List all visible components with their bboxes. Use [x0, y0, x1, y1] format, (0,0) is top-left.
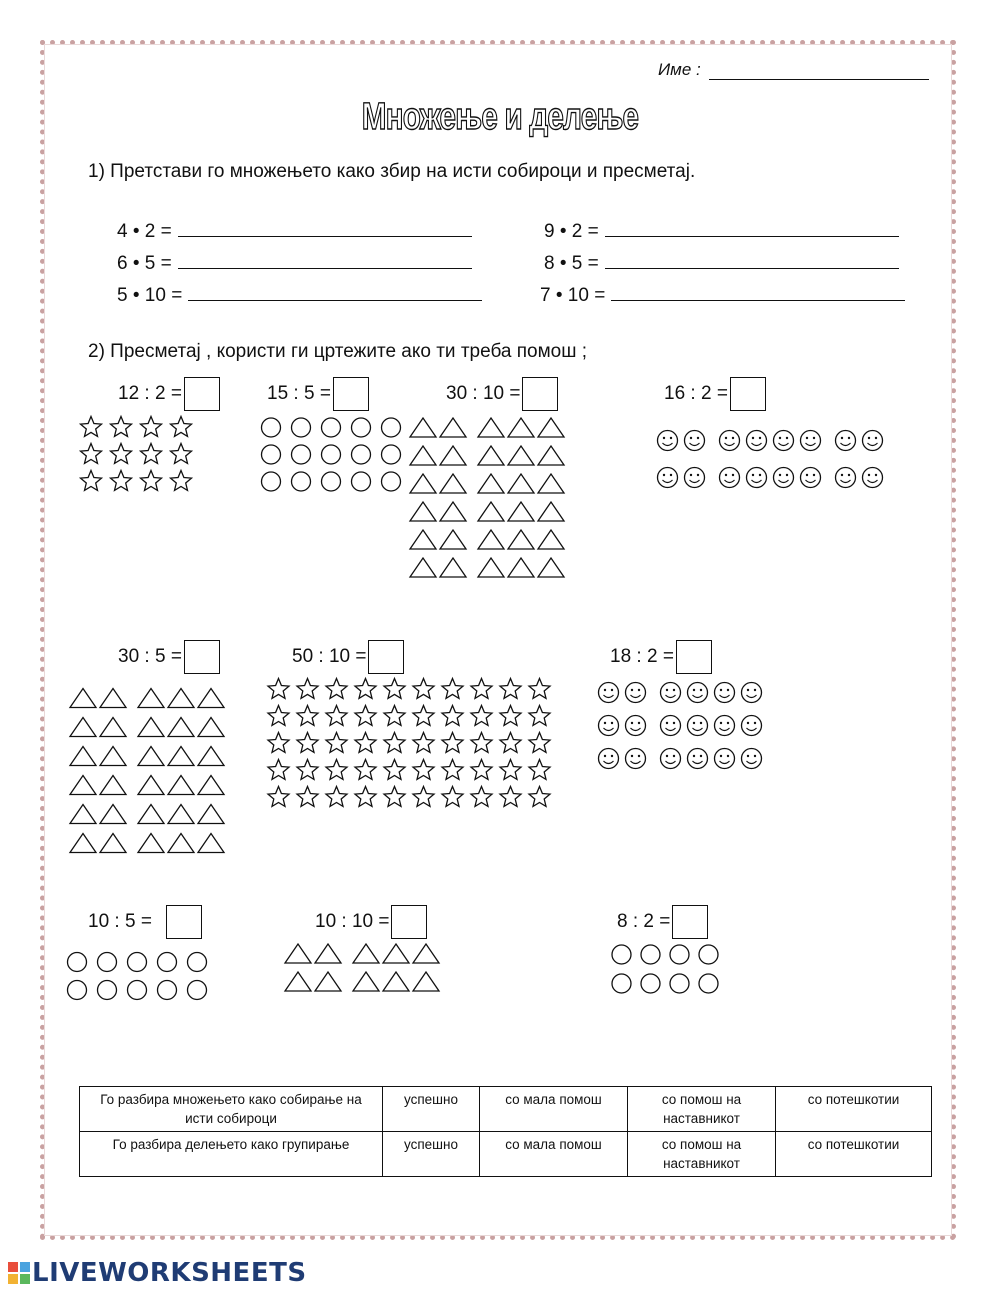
triangle-icon	[440, 446, 466, 465]
circle-icon	[158, 981, 177, 1000]
triangle-icon	[315, 944, 341, 963]
circle-icon	[262, 418, 281, 437]
equation-row	[117, 219, 472, 243]
circle-icon	[382, 445, 401, 464]
star-icon	[355, 787, 376, 807]
answer-line[interactable]	[178, 219, 472, 237]
triangle-icon	[138, 805, 164, 824]
smiley-icon	[658, 468, 678, 488]
star-icon	[384, 733, 405, 753]
triangle-icon	[478, 530, 504, 549]
circle-icon	[641, 945, 660, 964]
smiley-icon	[836, 431, 856, 451]
self-assessment-table	[79, 1086, 932, 1177]
answer-box[interactable]	[676, 640, 712, 674]
triangle-icon	[138, 834, 164, 853]
triangle-icon	[478, 446, 504, 465]
division-problem	[315, 905, 427, 939]
triangle-icon	[538, 418, 564, 437]
triangle-icon	[70, 805, 96, 824]
triangle-icon	[508, 530, 534, 549]
circle-icon	[352, 445, 371, 464]
star-icon	[355, 760, 376, 780]
star-icon	[529, 787, 550, 807]
drawing-canvas	[264, 676, 558, 815]
table-cell: Го разбира множењето како собирање на исти собироци	[80, 1087, 383, 1132]
equation-row	[544, 219, 899, 243]
star-icon	[326, 679, 347, 699]
smiley-icon	[715, 716, 735, 736]
triangle-icon	[285, 944, 311, 963]
star-icon	[442, 733, 463, 753]
triangle-icon	[410, 446, 436, 465]
triangle-icon	[138, 718, 164, 737]
star-icon	[268, 787, 289, 807]
star-icon	[471, 760, 492, 780]
table-row	[80, 1087, 932, 1132]
equation-row	[540, 283, 905, 307]
star-icon	[171, 444, 192, 464]
problem-label: 30 : 10 =	[446, 383, 521, 405]
smiley-icon	[774, 431, 794, 451]
problem-label: 12 : 2 =	[118, 383, 182, 405]
smiley-icon	[742, 683, 762, 703]
triangle-icon	[410, 474, 436, 493]
triangle-icon	[413, 972, 439, 991]
table-cell[interactable]: со мала помош	[480, 1132, 628, 1177]
smiley-icon	[742, 716, 762, 736]
triangle-icon	[353, 944, 379, 963]
star-icon	[442, 706, 463, 726]
star-icon	[111, 417, 132, 437]
star-icon	[529, 760, 550, 780]
circle-drawing-group	[607, 940, 727, 1002]
equation-label: 6 • 5 =	[117, 253, 172, 274]
smiley-icon	[661, 716, 681, 736]
star-icon	[268, 760, 289, 780]
triangle-icon	[538, 446, 564, 465]
triangle-icon	[383, 972, 409, 991]
table-cell[interactable]: со помош на наставникот	[628, 1087, 776, 1132]
smiley-icon	[688, 749, 708, 769]
smiley-icon	[688, 716, 708, 736]
drawing-canvas	[408, 414, 570, 586]
equation-label: 7 • 10 =	[540, 285, 606, 306]
smiley-icon	[599, 749, 619, 769]
triangle-icon	[70, 718, 96, 737]
triangle-icon	[70, 776, 96, 795]
circle-icon	[322, 445, 341, 464]
star-icon	[500, 760, 521, 780]
answer-line[interactable]	[605, 219, 899, 237]
problem-label: 10 : 10 =	[315, 911, 390, 933]
triangle-icon	[70, 834, 96, 853]
problem-label: 10 : 5 =	[88, 911, 152, 933]
triangle-icon	[100, 689, 126, 708]
drawing-canvas	[595, 676, 769, 779]
smiley-icon	[599, 683, 619, 703]
circle-icon	[612, 974, 631, 993]
problem-label: 18 : 2 =	[610, 646, 674, 668]
smiley-icon	[599, 716, 619, 736]
triangle-icon	[168, 834, 194, 853]
triangle-icon	[440, 474, 466, 493]
triangle-icon	[478, 418, 504, 437]
star-icon	[297, 787, 318, 807]
triangle-icon	[198, 805, 224, 824]
circle-icon	[322, 472, 341, 491]
triangle-icon	[100, 747, 126, 766]
star-icon	[413, 706, 434, 726]
star-icon	[297, 706, 318, 726]
smiley-icon	[863, 431, 883, 451]
star-icon	[413, 787, 434, 807]
triangle-icon	[100, 805, 126, 824]
circle-icon	[98, 981, 117, 1000]
answer-line[interactable]	[188, 283, 482, 301]
triangle-icon	[198, 718, 224, 737]
drawing-canvas	[76, 414, 200, 499]
circle-icon	[262, 472, 281, 491]
triangle-icon	[410, 530, 436, 549]
star-icon	[297, 760, 318, 780]
star-icon	[326, 706, 347, 726]
answer-box[interactable]	[184, 377, 220, 411]
triangle-icon	[383, 944, 409, 963]
smiley-icon	[715, 749, 735, 769]
triangle-icon	[70, 747, 96, 766]
division-problem	[118, 377, 220, 411]
star-icon	[355, 679, 376, 699]
division-problem	[446, 377, 558, 411]
star-icon	[442, 760, 463, 780]
star-icon	[111, 471, 132, 491]
star-icon	[529, 679, 550, 699]
circle-icon	[188, 981, 207, 1000]
circle-icon	[670, 945, 689, 964]
circle-icon	[641, 974, 660, 993]
problem-label: 50 : 10 =	[292, 646, 367, 668]
answer-box[interactable]	[333, 377, 369, 411]
triangle-icon	[508, 474, 534, 493]
star-icon	[471, 679, 492, 699]
smiley-icon	[626, 716, 646, 736]
triangle-icon	[538, 530, 564, 549]
star-icon	[500, 679, 521, 699]
answer-line[interactable]	[605, 251, 899, 269]
triangle-icon	[100, 718, 126, 737]
star-icon	[471, 706, 492, 726]
star-icon	[268, 706, 289, 726]
triangle-icon	[138, 689, 164, 708]
answer-box[interactable]	[166, 905, 202, 939]
smiley-icon	[715, 683, 735, 703]
smiley-drawing-group	[595, 676, 769, 779]
division-problem	[617, 905, 708, 939]
page-title: Множење и делење	[361, 96, 639, 138]
circle-icon	[188, 953, 207, 972]
smiley-icon	[685, 468, 705, 488]
triangle-icon	[440, 502, 466, 521]
smiley-icon	[801, 468, 821, 488]
circle-icon	[612, 945, 631, 964]
name-label: Име :	[658, 60, 701, 79]
smiley-icon	[720, 468, 740, 488]
star-icon	[384, 787, 405, 807]
star-icon	[297, 733, 318, 753]
answer-box[interactable]	[184, 640, 220, 674]
equation-label: 9 • 2 =	[544, 221, 599, 242]
circle-icon	[98, 953, 117, 972]
star-icon	[171, 471, 192, 491]
smiley-icon	[742, 749, 762, 769]
smiley-icon	[661, 683, 681, 703]
triangle-icon	[538, 502, 564, 521]
division-problem	[267, 377, 369, 411]
triangle-icon	[508, 418, 534, 437]
drawing-canvas	[68, 684, 230, 862]
star-icon	[81, 444, 102, 464]
equation-label: 4 • 2 =	[117, 221, 172, 242]
star-icon	[355, 733, 376, 753]
circle-icon	[68, 953, 87, 972]
equation-label: 8 • 5 =	[544, 253, 599, 274]
triangle-icon	[538, 474, 564, 493]
smiley-drawing-group	[654, 422, 890, 500]
circle-icon	[382, 418, 401, 437]
triangle-icon	[440, 558, 466, 577]
name-input-line[interactable]	[709, 63, 929, 80]
star-icon	[171, 417, 192, 437]
circle-icon	[352, 418, 371, 437]
star-icon	[268, 733, 289, 753]
smiley-icon	[720, 431, 740, 451]
logo-icon	[8, 1262, 30, 1284]
problem-label: 16 : 2 =	[664, 383, 728, 405]
star-icon	[384, 706, 405, 726]
star-icon	[529, 733, 550, 753]
problem-label: 30 : 5 =	[118, 646, 182, 668]
star-icon	[442, 787, 463, 807]
triangle-icon	[410, 558, 436, 577]
triangle-icon	[168, 747, 194, 766]
circle-icon	[292, 445, 311, 464]
smiley-icon	[688, 683, 708, 703]
division-problem	[292, 640, 404, 674]
star-icon	[141, 417, 162, 437]
smiley-icon	[747, 431, 767, 451]
smiley-icon	[774, 468, 794, 488]
smiley-icon	[836, 468, 856, 488]
division-problem	[88, 905, 202, 939]
triangle-icon	[168, 776, 194, 795]
circle-drawing-group	[256, 414, 410, 499]
drawing-canvas	[256, 414, 410, 499]
answer-box[interactable]	[672, 905, 708, 939]
smiley-icon	[747, 468, 767, 488]
star-icon	[500, 706, 521, 726]
circle-icon	[68, 981, 87, 1000]
table-row	[80, 1132, 932, 1177]
circle-icon	[352, 472, 371, 491]
smiley-icon	[801, 431, 821, 451]
drawing-canvas	[62, 948, 216, 1008]
star-icon	[500, 787, 521, 807]
circle-icon	[158, 953, 177, 972]
star-icon	[442, 679, 463, 699]
triangle-icon	[440, 530, 466, 549]
table-cell[interactable]: со потешкотии	[776, 1132, 932, 1177]
star-icon	[141, 471, 162, 491]
equation-row	[117, 251, 472, 275]
star-icon	[297, 679, 318, 699]
star-icon	[326, 787, 347, 807]
answer-box[interactable]	[368, 640, 404, 674]
star-icon	[81, 471, 102, 491]
star-icon	[141, 444, 162, 464]
circle-icon	[699, 945, 718, 964]
smiley-icon	[863, 468, 883, 488]
triangle-icon	[168, 718, 194, 737]
circle-icon	[699, 974, 718, 993]
table-cell[interactable]: со помош на наставникот	[628, 1132, 776, 1177]
answer-box[interactable]	[522, 377, 558, 411]
answer-line[interactable]	[611, 283, 905, 301]
circle-icon	[262, 445, 281, 464]
circle-drawing-group	[62, 948, 216, 1008]
task1-instruction: 1) Претстави го множењето како збир на исти собироци и пресметај.	[88, 161, 696, 182]
triangle-icon	[285, 972, 311, 991]
triangle-drawing-group	[408, 414, 570, 586]
triangle-icon	[508, 502, 534, 521]
table-cell: Го разбира делењето како групирање	[80, 1132, 383, 1177]
triangle-icon	[478, 502, 504, 521]
star-icon	[355, 706, 376, 726]
division-problem	[610, 640, 712, 674]
star-icon	[81, 417, 102, 437]
answer-box[interactable]	[391, 905, 427, 939]
star-icon	[268, 679, 289, 699]
triangle-icon	[478, 474, 504, 493]
table-cell[interactable]: успешно	[383, 1132, 480, 1177]
answer-box[interactable]	[730, 377, 766, 411]
triangle-icon	[410, 418, 436, 437]
table-cell[interactable]: со мала помош	[480, 1087, 628, 1132]
smiley-icon	[658, 431, 678, 451]
equation-row	[117, 283, 482, 307]
triangle-icon	[508, 446, 534, 465]
triangle-icon	[440, 418, 466, 437]
answer-line[interactable]	[178, 251, 472, 269]
name-field-row	[658, 60, 929, 80]
triangle-icon	[538, 558, 564, 577]
star-icon	[413, 679, 434, 699]
triangle-icon	[168, 805, 194, 824]
triangle-icon	[353, 972, 379, 991]
triangle-icon	[100, 776, 126, 795]
triangle-drawing-group	[283, 940, 445, 1000]
table-cell[interactable]: со потешкотии	[776, 1087, 932, 1132]
division-problem	[664, 377, 766, 411]
star-icon	[111, 444, 132, 464]
triangle-icon	[478, 558, 504, 577]
star-icon	[326, 760, 347, 780]
drawing-canvas	[283, 940, 445, 1000]
star-icon	[413, 733, 434, 753]
smiley-icon	[626, 749, 646, 769]
task2-instruction: 2) Пресметај , користи ги цртежите ако ти треба помош ;	[88, 341, 588, 362]
triangle-icon	[100, 834, 126, 853]
star-icon	[529, 706, 550, 726]
triangle-icon	[138, 776, 164, 795]
problem-label: 15 : 5 =	[267, 383, 331, 405]
triangle-icon	[198, 689, 224, 708]
star-icon	[413, 760, 434, 780]
problem-label: 8 : 2 =	[617, 911, 671, 933]
smiley-icon	[685, 431, 705, 451]
smiley-icon	[661, 749, 681, 769]
liveworksheets-logo	[8, 1258, 307, 1288]
table-cell[interactable]: успешно	[383, 1087, 480, 1132]
star-icon	[471, 787, 492, 807]
star-icon	[471, 733, 492, 753]
division-problem	[118, 640, 220, 674]
circle-icon	[322, 418, 341, 437]
triangle-drawing-group	[68, 684, 230, 862]
triangle-icon	[410, 502, 436, 521]
equation-row	[544, 251, 899, 275]
circle-icon	[670, 974, 689, 993]
circle-icon	[128, 981, 147, 1000]
circle-icon	[128, 953, 147, 972]
triangle-icon	[508, 558, 534, 577]
triangle-icon	[198, 747, 224, 766]
star-icon	[326, 733, 347, 753]
triangle-icon	[168, 689, 194, 708]
drawing-canvas	[654, 422, 890, 500]
circle-icon	[382, 472, 401, 491]
smiley-icon	[626, 683, 646, 703]
star-icon	[384, 679, 405, 699]
star-drawing-group	[264, 676, 558, 815]
equation-label: 5 • 10 =	[117, 285, 183, 306]
logo-text: LIVEWORKSHEETS	[32, 1258, 307, 1288]
star-icon	[500, 733, 521, 753]
triangle-icon	[315, 972, 341, 991]
circle-icon	[292, 472, 311, 491]
triangle-icon	[70, 689, 96, 708]
triangle-icon	[198, 776, 224, 795]
star-drawing-group	[76, 414, 200, 499]
star-icon	[384, 760, 405, 780]
triangle-icon	[413, 944, 439, 963]
triangle-icon	[198, 834, 224, 853]
circle-icon	[292, 418, 311, 437]
triangle-icon	[138, 747, 164, 766]
drawing-canvas	[607, 940, 727, 1002]
